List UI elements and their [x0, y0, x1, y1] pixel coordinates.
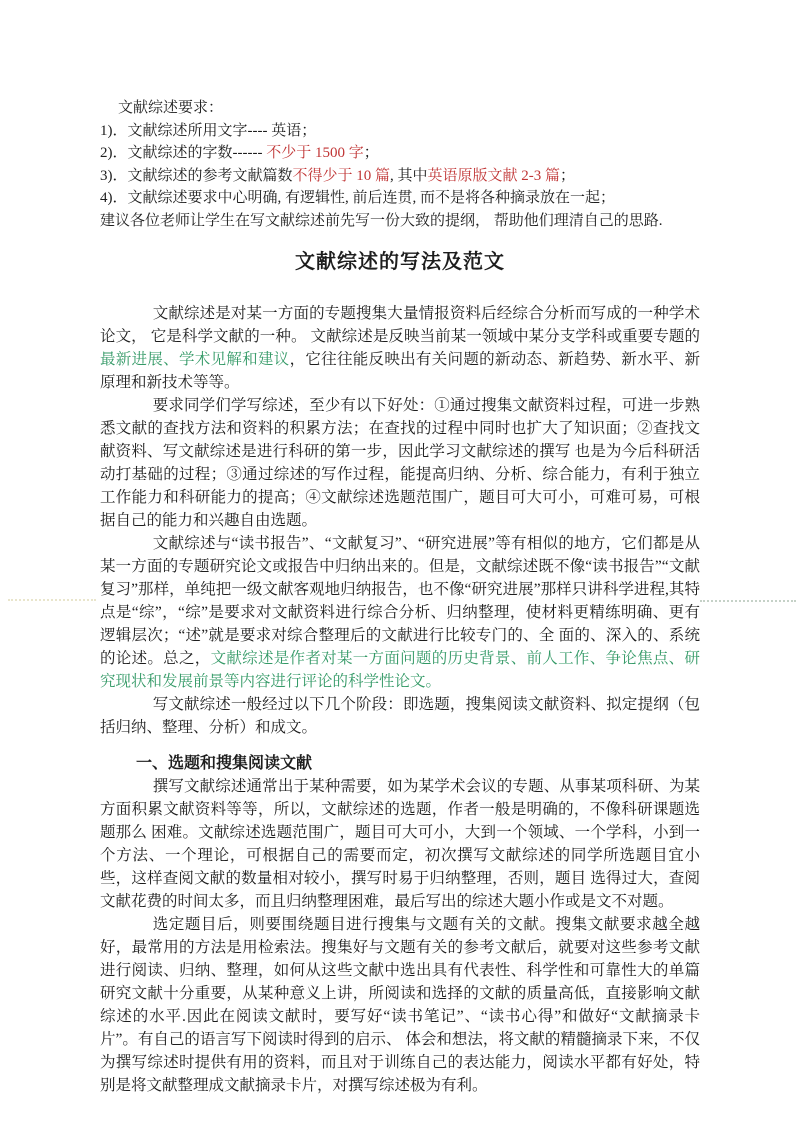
paragraph-literature-collection: [100, 913, 700, 1097]
paragraph-comparison: [100, 532, 700, 693]
paragraph-stages: [100, 693, 700, 739]
text-run-ink: 3)．文献综述的参考文献篇数: [100, 167, 293, 184]
text-run-ink: 要求同学们学写综述，至少有以下好处：①通过搜集文献资料过程，可进一步熟悉文献的查找方法和资料的积累方法；在查找的过程中同时也扩大了知识面；②查找文献资料、写文献综述是进行科研的第一步，因此学习文献综述的撰写 也是为今后科研活动打基础的过程；③通过综述的写作过程，能提高归纳、分析、综合能力，有利于独立工作能力和科研能力的提高；④文献综述选题范围广，题目可大可小，可难可易，可根据自己的能力和兴趣自由选题。: [100, 397, 700, 529]
document-title: 文献综述的写法及范文: [295, 251, 505, 273]
text-run-ink: ，它往往能反映出有关问题的新动态、新趋势、新水平、新原理和新技术等等。: [100, 351, 700, 391]
text-run-ink: 文献综述是对某一方面的专题搜集大量情报资料后经综合分析而写成的一种学术论文， 它是科学文献的一种。 文献综述是反映当前某一领域中某分支学科或重要专题的: [100, 305, 700, 345]
text-run-ink: 建议各位老师让学生在写文献综述前先写一份大致的提纲， 帮助他们理清自己的思路.: [100, 212, 663, 229]
text-run-ink: 文献综述要求：: [118, 100, 224, 116]
section-heading-topic-selection: 一、选题和搜集阅读文献: [136, 755, 313, 772]
requirement-item-3: [100, 165, 700, 188]
text-run-ink: 撰写文献综述通常出于某种需要，如为某学术会议的专题、从事某项科研、为某方面积累文献资料等等，所以，文献综述的选题，作者一般是明确的，不像科研课题选题那么 困难。文献综述选题范围广，题目可大可小，大到一个领域、一个学科，小到一个方法、一个理论，可根据自己的需要而定，初次撰写文献综述的同学所选题目宜小些，这样查阅文献的数量相对较小，撰写时易于归纳整理，否则，题目 选得过大，查阅文献花费的时间太多，而且归纳整理困难，最后写出的综述大题小作或是文不对题。: [100, 778, 700, 910]
paragraph-definition: [100, 302, 700, 394]
paragraph-benefits: [100, 394, 700, 532]
scan-artifact-dotted-line-right: [700, 600, 796, 602]
text-run-red: 不得少于 10 篇: [292, 167, 391, 184]
text-run-ink: 文献综述与“读书报告”、“文献复习”、“研究进展”等有相似的地方，它们都是从某一方面的专题研究论文或报告中归纳出来的。但是，文献综述既不像“读书报告”“文献复习”那样，单纯把一级文献客观地归纳报告，也不像“研究进展”那样只讲科学进程,其特点是“综”，“综”是要求对文献资料进行综合分析、归纳整理，使材料更精练明确、更有逻辑层次；“述”就是要求对综合整理后的文献进行比较专门的、全 面的、深入的、系统的论述。总之，: [100, 535, 700, 667]
text-run-ink: 写文献综述一般经过以下几个阶段：即选题，搜集阅读文献资料、拟定提纲（包括归纳、整理、分析）和成文。: [100, 696, 700, 736]
text-run-red: 英语原版文献 2-3 篇: [427, 167, 561, 184]
paragraph-topic-selection: [100, 775, 700, 913]
text-run-ink: ；: [560, 167, 576, 184]
text-run-ink: 2)．文献综述的字数------: [100, 145, 267, 161]
teacher-suggestion-line: [100, 210, 700, 233]
text-run-ink: 1)．文献综述所用文字---- 英语；: [100, 122, 317, 139]
requirement-item-4: [100, 187, 700, 210]
text-run-ink: 选定题目后，则要围绕题目进行搜集与文题有关的文献。搜集文献要求越全越好，最常用的方法是用检索法。搜集好与文题有关的参考文献后，就要对这些参考文献进行阅读、归纳、整理，如何从这些文献中选出具有代表性、科学性和可靠性大的单篇研究文献十分重要，从某种意义上讲，所阅读和选择的文献的质量高低，直接影响文献综述的水平.因此在阅读文献时，要写好“读书笔记”、“读书心得”和做好“文献摘录卡片”。有自己的语言写下阅读时得到的启示、 体会和想法，将文献的精髓摘录下来，不仅为撰写综述时提供有用的资料，而且对于训练自己的表达能力，阅读水平都有好处，特别是将文献整理成文献摘录卡片，对撰写综述极为有利。: [100, 916, 700, 1094]
requirement-item-1: [100, 120, 700, 143]
text-run-red: 不少于 1500 字: [266, 145, 364, 161]
requirements-heading: [100, 97, 700, 120]
text-run-green: 文献综述是作者对某一方面问题的历史背景、前人工作、争论焦点、研究现状和发展前景等内容进行评论的科学性论文。: [100, 650, 700, 690]
scan-artifact-dotted-line-left: [8, 599, 96, 601]
text-run-ink: , 其中: [390, 167, 428, 184]
requirement-item-2: [100, 142, 700, 165]
text-run-ink: ；: [363, 145, 379, 161]
requirements-block: [100, 97, 700, 232]
text-run-green: 最新进展、学术见解和建议: [100, 351, 290, 368]
text-run-ink: 4)．文献综述要求中心明确, 有逻辑性, 前后连贯, 而不是将各种摘录放在一起；: [100, 190, 615, 206]
